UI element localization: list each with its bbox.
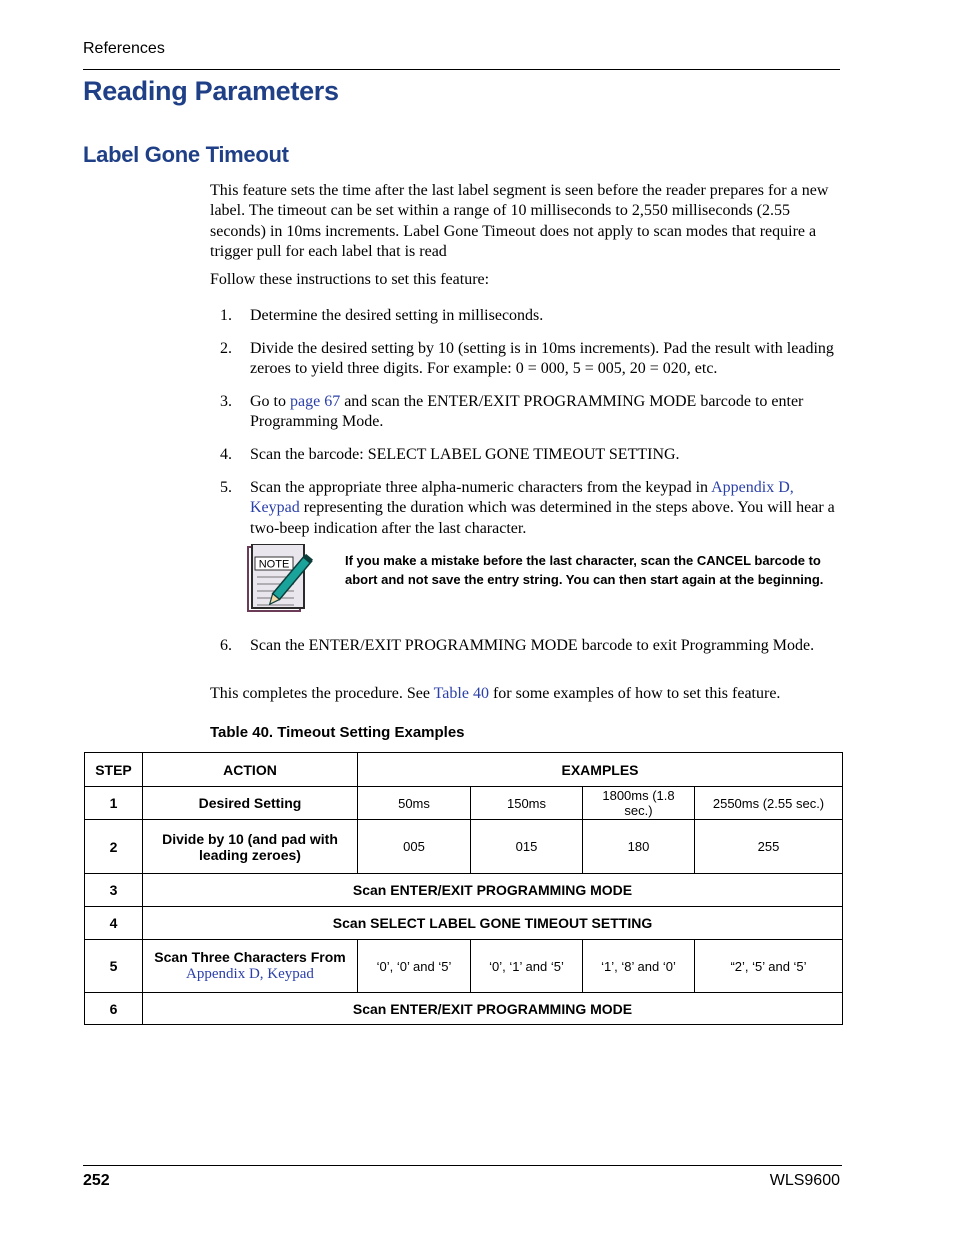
step-cell: 2 — [85, 820, 143, 874]
example-cell: ‘0’, ‘1’ and ‘5’ — [471, 940, 583, 993]
step-text-post: and scan the ENTER/EXIT PROGRAMMING MODE barcode to enter Programming Mode. — [250, 393, 804, 431]
header-rule — [83, 69, 840, 70]
intro-paragraph: This feature sets the time after the last label segment is seen before the reader prepares for a new label. The timeout can be set within a range of 10 milliseconds to 2,550 milliseconds (2.55 seconds) in 10ms increments. Label Gone Timeout does not apply to scan modes that require a trigger pull for each label that is read — [210, 182, 829, 260]
table-caption: Table 40. Timeout Setting Examples — [210, 724, 465, 741]
table-row — [85, 874, 843, 907]
instructions-lead: Follow these instructions to set this feature: — [210, 271, 490, 288]
step-number: 4. — [220, 446, 232, 463]
action-cell: Scan ENTER/EXIT PROGRAMMING MODE — [143, 993, 843, 1025]
action-cell: Desired Setting — [143, 787, 358, 820]
table-row — [85, 787, 843, 820]
running-header: References — [83, 40, 165, 57]
step-text: Scan the ENTER/EXIT PROGRAMMING MODE barcode to exit Programming Mode. — [250, 637, 815, 654]
appendix-d-keypad-link[interactable]: Appendix D, Keypad — [186, 966, 314, 982]
step-number: 6. — [220, 637, 232, 654]
action-text: Scan Three Characters From — [154, 949, 346, 965]
action-cell: Divide by 10 (and pad with leading zeroes) — [143, 820, 358, 874]
note-icon — [246, 544, 318, 614]
step-cell: 3 — [85, 874, 143, 907]
page-title: Reading Parameters — [83, 76, 339, 106]
example-cell: 1800ms (1.8 sec.) — [583, 787, 695, 820]
header-action: ACTION — [143, 753, 358, 787]
timeout-settings-table — [84, 752, 843, 1025]
table-40-link[interactable]: Table 40 — [433, 685, 489, 702]
step-text-pre: Scan the appropriate three alpha-numeric characters from the keypad in — [250, 479, 712, 496]
completes-post: for some examples of how to set this feature. — [488, 685, 781, 702]
action-cell — [143, 940, 358, 993]
step-text — [250, 478, 840, 539]
completes-paragraph — [210, 684, 842, 704]
table-row — [85, 940, 843, 993]
footer-rule — [83, 1165, 842, 1166]
action-cell: Scan SELECT LABEL GONE TIMEOUT SETTING — [143, 907, 843, 940]
table-row — [85, 820, 843, 874]
page-number: 252 — [83, 1172, 110, 1189]
table-header-row — [85, 753, 843, 787]
step-text: Determine the desired setting in milliseconds. — [250, 307, 544, 324]
example-cell: ‘1’, ‘8’ and ‘0’ — [583, 940, 695, 993]
example-cell: 150ms — [471, 787, 583, 820]
example-cell: 005 — [358, 820, 471, 874]
example-cell: 180 — [583, 820, 695, 874]
step-number: 2. — [220, 340, 232, 357]
step-text: Scan the barcode: SELECT LABEL GONE TIMEOUT SETTING. — [250, 446, 680, 463]
note-icon-label: NOTE — [258, 558, 290, 571]
step-cell: 5 — [85, 940, 143, 993]
example-cell: 50ms — [358, 787, 471, 820]
example-cell: 015 — [471, 820, 583, 874]
step-text — [250, 392, 840, 433]
example-cell: 255 — [695, 820, 843, 874]
step-cell: 4 — [85, 907, 143, 940]
step-number: 3. — [220, 393, 232, 410]
example-cell: 2550ms (2.55 sec.) — [695, 787, 843, 820]
step-number: 1. — [220, 307, 232, 324]
section-title: Label Gone Timeout — [83, 142, 289, 167]
appendix-d-keypad-link[interactable]: Appendix D, Keypad — [250, 479, 794, 517]
step-text-post: representing the duration which was determined in the steps above. You will hear a two-beep indication after the last character. — [250, 499, 835, 537]
table-row — [85, 907, 843, 940]
step-number: 5. — [220, 479, 232, 496]
header-step: STEP — [85, 753, 143, 787]
completes-pre: This completes the procedure. See — [210, 685, 434, 702]
example-cell: “2’, ‘5’ and ‘5’ — [695, 940, 843, 993]
document-id: WLS9600 — [769, 1172, 840, 1189]
header-examples: EXAMPLES — [358, 753, 843, 787]
page-67-link[interactable]: page 67 — [290, 393, 341, 410]
step-cell: 6 — [85, 993, 143, 1025]
action-cell: Scan ENTER/EXIT PROGRAMMING MODE — [143, 874, 843, 907]
note-text: If you make a mistake before the last character, scan the CANCEL barcode to abort and not save the entry string. You can then start again at the beginning. — [345, 553, 824, 587]
step-cell: 1 — [85, 787, 143, 820]
table-row — [85, 993, 843, 1025]
example-cell: ‘0’, ‘0’ and ‘5’ — [358, 940, 471, 993]
step-text: Divide the desired setting by 10 (setting is in 10ms increments). Pad the result with leading zeroes to yield three digits. For example: 0 = 000, 5 = 005, 20 = 020, etc. — [250, 340, 834, 378]
step-text-pre: Go to — [250, 393, 290, 410]
